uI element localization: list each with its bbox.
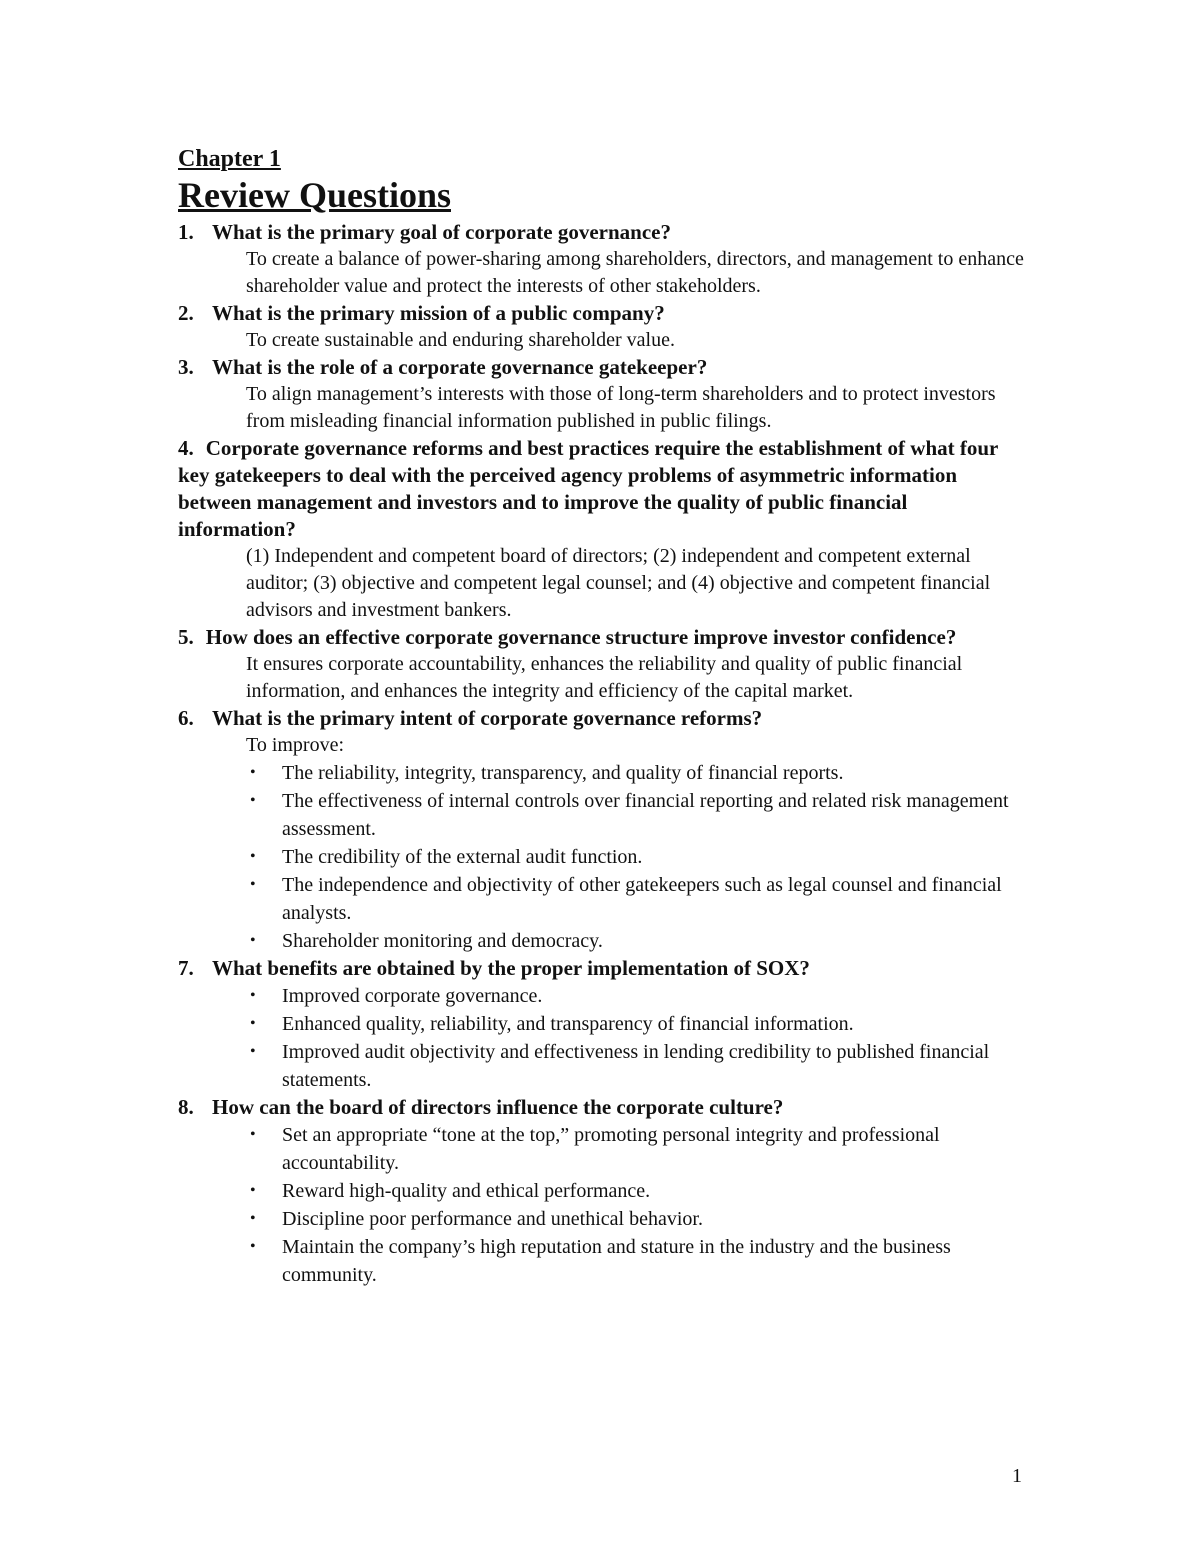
answer-6-list: [178, 759, 1028, 955]
list-item: • The credibility of the external audit function.: [246, 843, 1028, 871]
answer-3: To align management’s interests with those of long-term shareholders and to protect investors from misleading financial information published in public filings.: [246, 383, 996, 432]
list-item: • Improved audit objectivity and effectiveness in lending credibility to published financial statements.: [246, 1038, 1028, 1094]
list-item: • Discipline poor performance and unethical behavior.: [246, 1205, 1028, 1233]
question-4: [178, 435, 1028, 543]
chapter-heading: Chapter 1: [178, 146, 281, 172]
bullet-icon: •: [250, 932, 256, 949]
question-number: 3.: [178, 355, 194, 379]
answer-2: To create sustainable and enduring shareholder value.: [246, 329, 675, 351]
list-item: • Shareholder monitoring and democracy.: [246, 927, 1028, 955]
list-item: • Reward high-quality and ethical performance.: [246, 1177, 1028, 1205]
question-text: What is the primary intent of corporate governance reforms?: [212, 706, 763, 730]
document-page: [178, 143, 1028, 1289]
page-title: Review Questions: [178, 175, 451, 215]
bullet-icon: •: [250, 1015, 256, 1032]
question-6: [178, 705, 1028, 732]
question-number: 4.: [178, 436, 194, 460]
list-item: • Enhanced quality, reliability, and transparency of financial information.: [246, 1010, 1028, 1038]
list-item: • Maintain the company’s high reputation and stature in the industry and the business community.: [246, 1233, 1028, 1289]
bullet-icon: •: [250, 1182, 256, 1199]
question-1: [178, 219, 1028, 246]
question-text: How does an effective corporate governance structure improve investor confidence?: [205, 625, 957, 649]
question-5: [178, 624, 1028, 651]
question-text: What is the primary goal of corporate governance?: [212, 220, 671, 244]
answer-6: To improve:: [246, 734, 345, 756]
bullet-icon: •: [250, 1210, 256, 1227]
bullet-icon: •: [250, 792, 256, 809]
answer-4: (1) Independent and competent board of directors; (2) independent and competent external auditor; (3) objective and competent legal counsel; and (4) objective and competent financial advisors and investment bankers.: [246, 545, 991, 621]
question-8: [178, 1094, 1028, 1121]
bullet-icon: •: [250, 1238, 256, 1255]
question-number: 5.: [178, 625, 194, 649]
bullet-icon: •: [250, 1043, 256, 1060]
bullet-icon: •: [250, 764, 256, 781]
question-number: 7.: [178, 956, 194, 980]
question-text: What is the role of a corporate governance gatekeeper?: [212, 355, 708, 379]
list-item: • The independence and objectivity of other gatekeepers such as legal counsel and financial analysts.: [246, 871, 1028, 927]
answer-5: It ensures corporate accountability, enhances the reliability and quality of public financial information, and enhances the integrity and efficiency of the capital market.: [246, 653, 963, 702]
question-3: [178, 354, 1028, 381]
question-text: Corporate governance reforms and best practices require the establishment of what four key gatekeepers to deal with the perceived agency problems of asymmetric information between management and investors and to improve the quality of public financial information?: [178, 436, 998, 541]
bullet-icon: •: [250, 876, 256, 893]
bullet-icon: •: [250, 987, 256, 1004]
question-number: 6.: [178, 706, 194, 730]
page-number: 1: [1012, 1465, 1022, 1487]
list-item: • The effectiveness of internal controls over financial reporting and related risk management assessment.: [246, 787, 1028, 843]
question-text: What is the primary mission of a public company?: [212, 301, 665, 325]
question-text: How can the board of directors influence the corporate culture?: [212, 1095, 784, 1119]
bullet-icon: •: [250, 1126, 256, 1143]
question-number: 8.: [178, 1095, 194, 1119]
list-item: • Set an appropriate “tone at the top,” promoting personal integrity and professional accountability.: [246, 1121, 1028, 1177]
answer-8-list: [178, 1121, 1028, 1289]
question-7: [178, 955, 1028, 982]
answer-7-list: [178, 982, 1028, 1094]
list-item: • The reliability, integrity, transparency, and quality of financial reports.: [246, 759, 1028, 787]
list-item: • Improved corporate governance.: [246, 982, 1028, 1010]
question-number: 1.: [178, 220, 194, 244]
bullet-icon: •: [250, 848, 256, 865]
question-number: 2.: [178, 301, 194, 325]
answer-1: To create a balance of power-sharing among shareholders, directors, and management to enhance shareholder value and protect the interests of other stakeholders.: [246, 248, 1024, 297]
question-2: [178, 300, 1028, 327]
question-text: What benefits are obtained by the proper implementation of SOX?: [212, 956, 810, 980]
